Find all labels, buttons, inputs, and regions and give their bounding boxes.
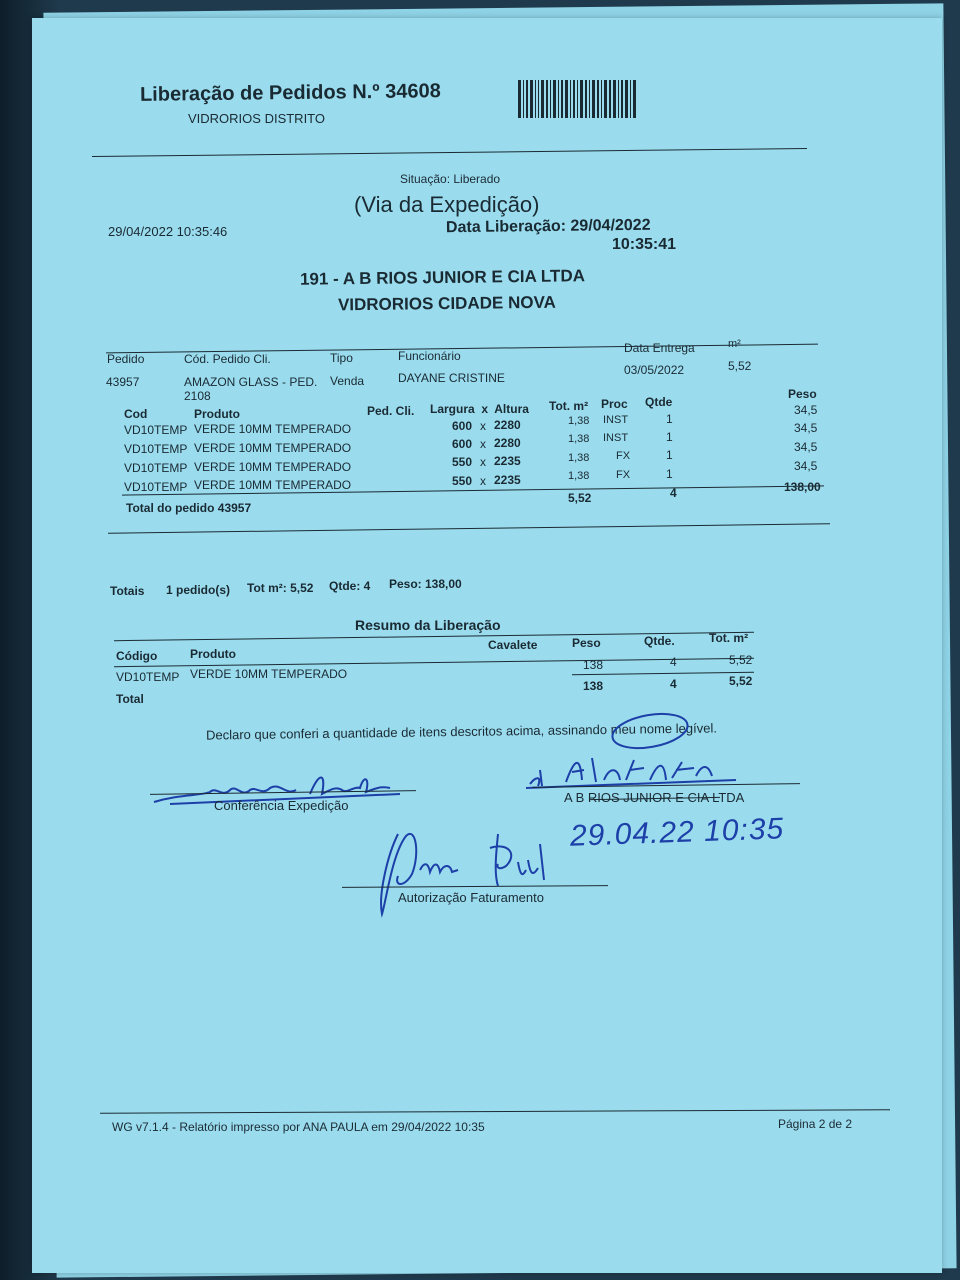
col-ped-cli: Ped. Cli. bbox=[367, 404, 415, 418]
summary-col-tot-m2: Tot. m² bbox=[709, 631, 749, 645]
client-name: 191 - A B RIOS JUNIOR E CIA LTDA bbox=[299, 266, 586, 289]
row-qtde: 1 bbox=[666, 412, 673, 426]
page-number: Página 2 de 2 bbox=[778, 1117, 853, 1131]
row-cod: VD10TEMP bbox=[124, 442, 188, 456]
delivery-date: 03/05/2022 bbox=[624, 363, 685, 377]
row-produto: VERDE 10MM TEMPERADO bbox=[194, 460, 352, 474]
order-m2: 5,52 bbox=[728, 359, 752, 373]
row-x: x bbox=[480, 474, 486, 488]
row-cod: VD10TEMP bbox=[124, 423, 188, 437]
col-peso: Peso bbox=[788, 387, 817, 401]
summary-title: Resumo da Liberação bbox=[355, 617, 501, 633]
divider bbox=[108, 523, 830, 533]
row-tot-m2: 1,38 bbox=[568, 433, 590, 445]
label-funcionario: Funcionário bbox=[398, 349, 461, 363]
row-largura: 550 bbox=[452, 474, 473, 488]
row-largura: 600 bbox=[452, 419, 473, 433]
summary-total-m2: 5,52 bbox=[729, 674, 753, 688]
declaration-text: Declaro que conferi a quantidade de itens descritos acima, assinando meu nome legível. bbox=[205, 720, 718, 743]
row-qtde: 1 bbox=[666, 467, 673, 481]
summary-col-codigo: Código bbox=[116, 649, 158, 663]
row-tot-m2: 1,38 bbox=[568, 415, 590, 427]
summary-total-label: Total bbox=[116, 692, 144, 706]
row-produto: VERDE 10MM TEMPERADO bbox=[194, 478, 352, 492]
footer-divider bbox=[100, 1109, 890, 1113]
label-cod-pedido-cli: Cód. Pedido Cli. bbox=[184, 352, 271, 366]
row-x: x bbox=[480, 455, 486, 469]
row-altura: 2235 bbox=[494, 454, 521, 468]
label-tipo: Tipo bbox=[330, 351, 353, 365]
divider bbox=[572, 672, 754, 675]
row-x: x bbox=[480, 419, 486, 433]
col-tot-m2: Tot. m² bbox=[549, 399, 589, 413]
conferencia-label: Conferência Expedição bbox=[214, 798, 349, 813]
document-page bbox=[32, 18, 942, 1273]
row-altura: 2235 bbox=[494, 473, 521, 487]
row-tot-m2: 1,38 bbox=[568, 452, 590, 464]
summary-col-peso: Peso bbox=[572, 636, 601, 650]
summary-row-tot-m2: 5,52 bbox=[729, 653, 753, 667]
row-proc: FX bbox=[616, 469, 631, 481]
summary-row-codigo: VD10TEMP bbox=[116, 670, 180, 684]
totals-m2: Tot m²: 5,52 bbox=[247, 581, 314, 595]
print-datetime: 29/04/2022 10:35:46 bbox=[108, 224, 228, 239]
employee-name: DAYANE CRISTINE bbox=[398, 371, 505, 385]
summary-total-qtde: 4 bbox=[670, 677, 677, 691]
order-total-m2: 5,52 bbox=[568, 491, 592, 505]
order-type: Venda bbox=[330, 374, 365, 388]
copy-type: (Via da Expedição) bbox=[354, 192, 540, 217]
totals-label: Totais bbox=[110, 584, 145, 598]
totals-weight: Peso: 138,00 bbox=[389, 577, 462, 591]
label-m2: m² bbox=[728, 338, 741, 350]
label-data-entrega: Data Entrega bbox=[624, 341, 695, 355]
row-peso: 34,5 bbox=[794, 421, 818, 435]
row-cod: VD10TEMP bbox=[124, 480, 188, 494]
row-proc: FX bbox=[616, 450, 631, 462]
row-peso: 34,5 bbox=[794, 440, 818, 454]
order-total-label: Total do pedido 43957 bbox=[126, 501, 252, 515]
order-total-peso: 138,00 bbox=[784, 480, 821, 494]
label-pedido: Pedido bbox=[107, 352, 145, 366]
row-proc: INST bbox=[603, 432, 629, 444]
summary-col-cavalete: Cavalete bbox=[488, 638, 538, 652]
row-qtde: 1 bbox=[666, 430, 673, 444]
col-proc: Proc bbox=[601, 397, 628, 411]
handwritten-date: 29.04.22 10:35 bbox=[569, 812, 785, 853]
autorizacao-label: Autorização Faturamento bbox=[398, 890, 544, 905]
col-largura-altura: Largura x Altura bbox=[430, 402, 529, 416]
summary-total-peso: 138 bbox=[583, 679, 604, 693]
row-x: x bbox=[480, 437, 486, 451]
order-total-qtde: 4 bbox=[670, 486, 677, 500]
company-signature-label: A B RIOS JUNIOR E CIA LTDA bbox=[564, 790, 745, 805]
divider bbox=[92, 148, 807, 157]
row-cod: VD10TEMP bbox=[124, 461, 188, 475]
summary-row-peso: 138 bbox=[583, 658, 604, 672]
summary-col-produto: Produto bbox=[190, 647, 236, 661]
col-produto: Produto bbox=[194, 407, 240, 421]
status-text: Situação: Liberado bbox=[400, 172, 501, 186]
row-altura: 2280 bbox=[494, 436, 521, 450]
summary-row-qtde: 4 bbox=[670, 655, 677, 669]
row-proc: INST bbox=[603, 414, 629, 426]
signature-autorizacao bbox=[368, 814, 558, 924]
row-produto: VERDE 10MM TEMPERADO bbox=[194, 441, 352, 455]
release-time: 10:35:41 bbox=[612, 236, 677, 253]
release-date: Data Liberação: 29/04/2022 bbox=[445, 216, 651, 237]
row-peso: 34,5 bbox=[794, 403, 818, 417]
client-order-code-cont: 2108 bbox=[184, 389, 211, 403]
totals-orders: 1 pedido(s) bbox=[166, 583, 231, 597]
row-produto: VERDE 10MM TEMPERADO bbox=[194, 422, 352, 436]
order-number: 43957 bbox=[106, 375, 140, 389]
col-qtde: Qtde bbox=[645, 395, 673, 409]
client-store: VIDRORIOS CIDADE NOVA bbox=[337, 292, 556, 315]
row-altura: 2280 bbox=[494, 418, 521, 432]
summary-row-produto: VERDE 10MM TEMPERADO bbox=[190, 667, 348, 681]
footer-printed-by: WG v7.1.4 - Relatório impresso por ANA PAULA em 29/04/2022 10:35 bbox=[112, 1120, 485, 1134]
totals-qtde: Qtde: 4 bbox=[329, 579, 371, 593]
client-order-code: AMAZON GLASS - PED. bbox=[184, 375, 318, 389]
row-largura: 550 bbox=[452, 455, 473, 469]
summary-col-qtde: Qtde. bbox=[644, 634, 675, 648]
page-title: Liberação de Pedidos N.º 34608 bbox=[139, 80, 441, 106]
row-peso: 34,5 bbox=[794, 459, 818, 473]
row-qtde: 1 bbox=[666, 448, 673, 462]
company-name: VIDRORIOS DISTRITO bbox=[188, 111, 325, 126]
row-tot-m2: 1,38 bbox=[568, 470, 590, 482]
barcode bbox=[518, 80, 640, 118]
row-largura: 600 bbox=[452, 437, 473, 451]
col-cod: Cod bbox=[124, 407, 148, 421]
